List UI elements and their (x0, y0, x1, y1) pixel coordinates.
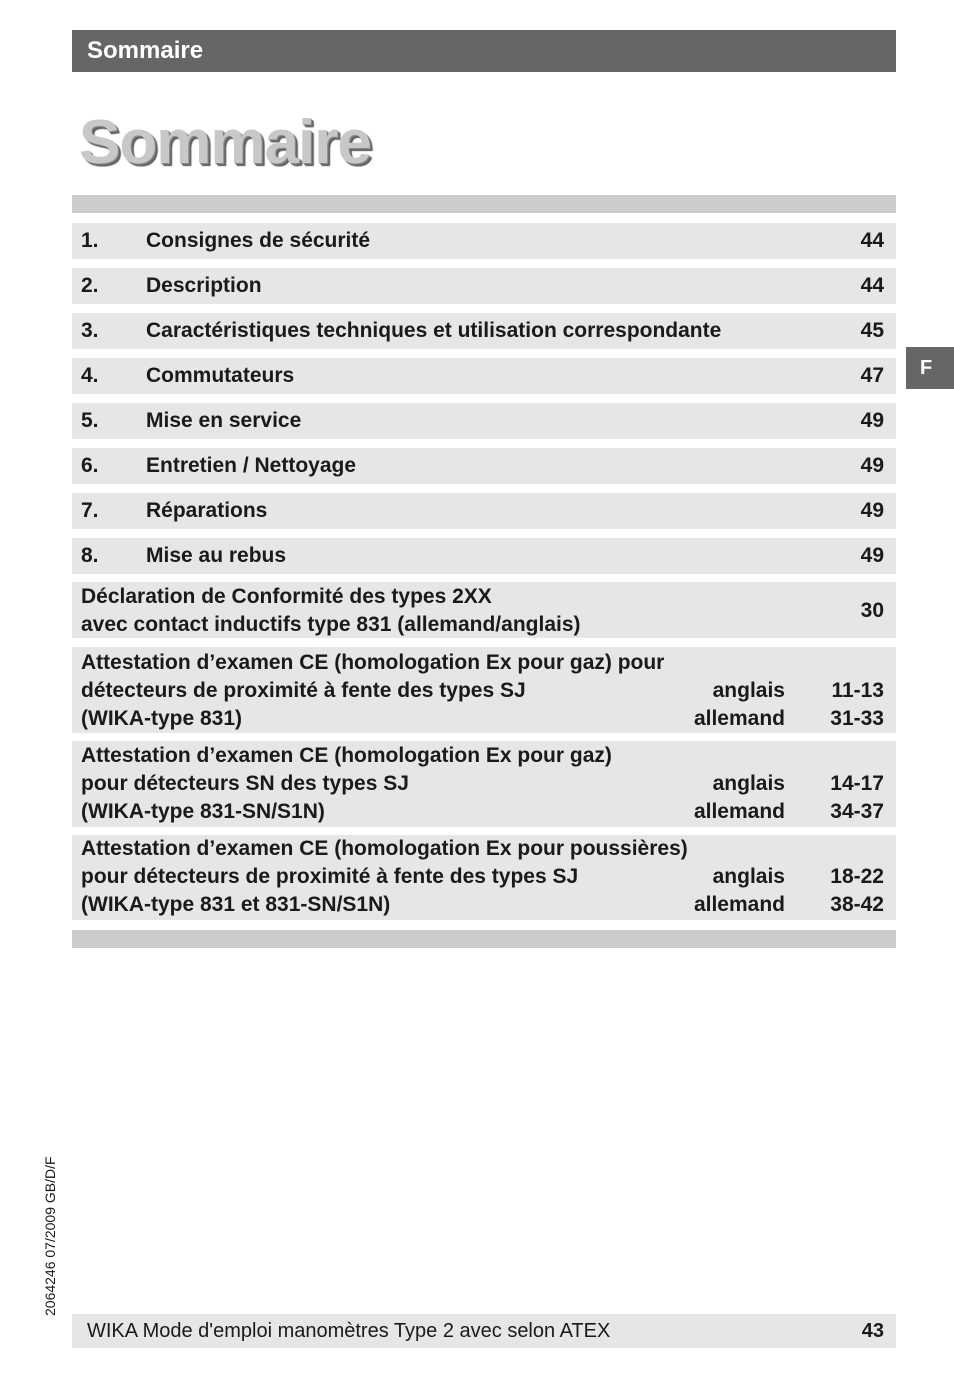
toc-language: allemand (693, 707, 785, 730)
section-header-bar (72, 30, 896, 72)
toc-page: 44 (860, 229, 884, 252)
bottom-divider (72, 930, 896, 948)
footer-text: WIKA Mode d'emploi manomètres Type 2 avec selon ATEX (87, 1320, 611, 1342)
toc-page: 45 (860, 319, 884, 342)
toc-number: 4. (81, 364, 99, 387)
toc-title-line: pour détecteurs de proximité à fente des types SJ (81, 865, 579, 888)
toc-row-5[interactable] (72, 403, 896, 439)
page-footer (72, 1314, 896, 1348)
toc-title-line: Attestation d’examen CE (homologation Ex pour gaz) (81, 744, 612, 767)
toc-title: Caractéristiques techniques et utilisation correspondante (146, 319, 722, 342)
toc-page-range: 31-33 (830, 707, 884, 730)
toc-title-line: (WIKA-type 831-SN/S1N) (81, 800, 325, 823)
toc-title: Entretien / Nettoyage (146, 454, 357, 477)
toc-page: 44 (860, 274, 884, 297)
toc-page: 49 (860, 544, 884, 567)
toc-row-4[interactable] (72, 358, 896, 394)
section-header-label: Sommaire (87, 37, 204, 64)
toc-title-line: Déclaration de Conformité des types 2XX (81, 585, 492, 608)
toc-title: Mise en service (146, 409, 302, 432)
toc-number: 3. (81, 319, 99, 342)
toc-number: 8. (81, 544, 99, 567)
toc-row-3[interactable] (72, 313, 896, 349)
toc-language: allemand (693, 800, 785, 823)
toc-title: Mise au rebus (146, 544, 287, 567)
toc-title-line: pour détecteurs SN des types SJ (81, 772, 409, 795)
page-title: Sommaire (79, 108, 371, 177)
language-tab-label: F (920, 357, 933, 379)
toc-title: Description (146, 274, 262, 297)
toc-page-range: 14-17 (830, 772, 884, 795)
toc-page-range: 38-42 (830, 893, 884, 916)
document-code: 2064246 07/2009 GB/D/F (42, 1156, 58, 1316)
toc-row-1[interactable] (72, 223, 896, 259)
toc-row-declaration[interactable] (72, 582, 896, 638)
toc-page: 49 (860, 454, 884, 477)
toc-number: 5. (81, 409, 99, 432)
toc-page-range: 18-22 (830, 865, 884, 888)
toc-title: Réparations (146, 499, 268, 522)
toc-title-line: détecteurs de proximité à fente des types SJ (81, 679, 526, 702)
toc-page-range: 11-13 (831, 679, 884, 702)
toc-row-7[interactable] (72, 493, 896, 529)
toc-page: 30 (860, 599, 884, 622)
top-divider (72, 195, 896, 213)
toc-row-attestation-1[interactable] (72, 647, 896, 733)
toc-page: 47 (860, 364, 884, 387)
toc-title-line: (WIKA-type 831) (81, 707, 243, 730)
toc-title: Consignes de sécurité (146, 229, 371, 252)
toc-row-6[interactable] (72, 448, 896, 484)
toc-language: anglais (712, 865, 785, 888)
toc-title-line: avec contact inductifs type 831 (allemand/anglais) (81, 613, 581, 636)
toc-title-line: Attestation d’examen CE (homologation Ex pour poussières) (81, 837, 688, 860)
page-number: 43 (861, 1320, 884, 1342)
toc-number: 2. (81, 274, 99, 297)
toc-title-line: Attestation d’examen CE (homologation Ex pour gaz) pour (81, 651, 665, 674)
toc-row-8[interactable] (72, 538, 896, 574)
toc-title-line: (WIKA-type 831 et 831-SN/S1N) (81, 893, 391, 916)
toc-row-attestation-2[interactable] (72, 741, 896, 827)
toc-title: Commutateurs (146, 364, 295, 387)
toc-language: allemand (693, 893, 785, 916)
toc-language: anglais (712, 679, 785, 702)
toc-number: 6. (81, 454, 99, 477)
toc-language: anglais (712, 772, 785, 795)
toc-row-2[interactable] (72, 268, 896, 304)
toc-number: 1. (81, 229, 99, 252)
toc-page: 49 (860, 499, 884, 522)
toc-page-range: 34-37 (830, 800, 884, 823)
language-tab (906, 347, 954, 389)
toc-number: 7. (81, 499, 99, 522)
toc-page: 49 (860, 409, 884, 432)
toc-row-attestation-3[interactable] (72, 835, 896, 920)
